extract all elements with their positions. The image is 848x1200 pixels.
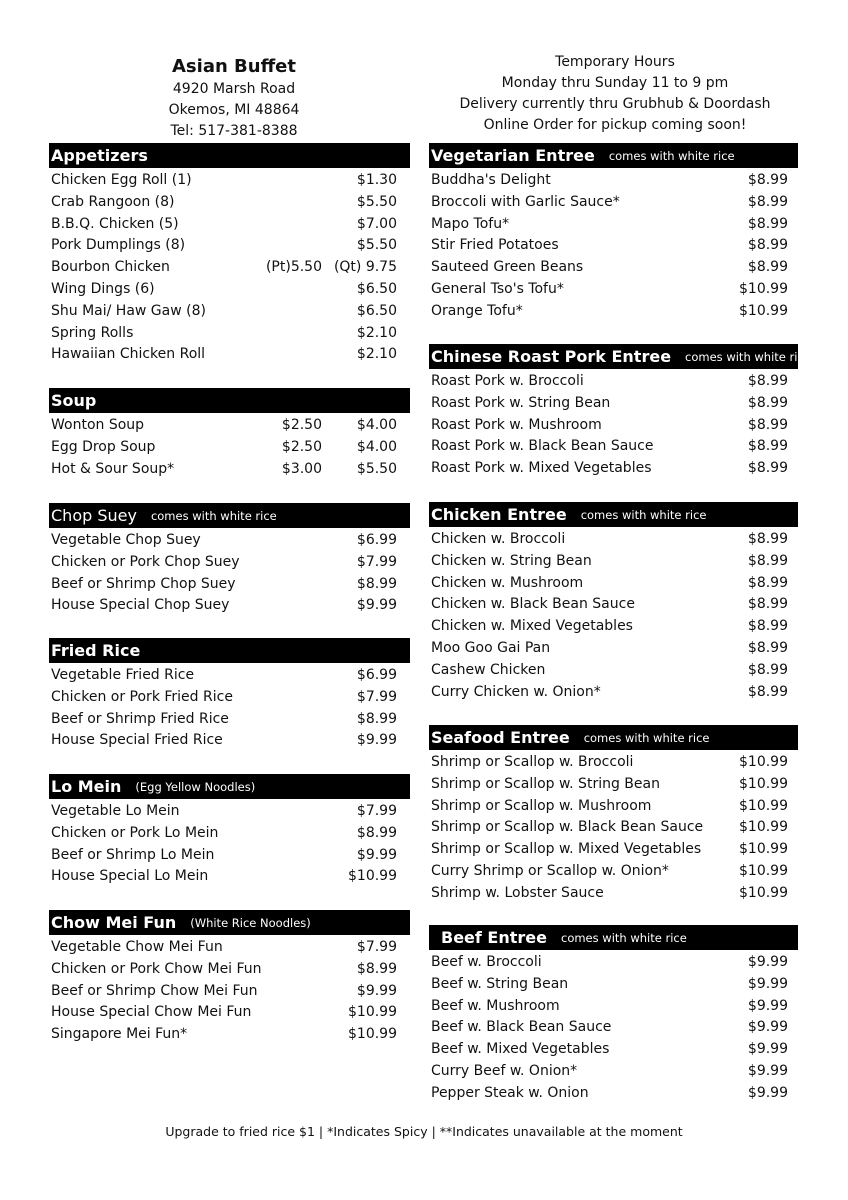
section-lo-mein <box>49 774 410 888</box>
menu-item-name: Egg Drop Soup <box>51 438 156 455</box>
section-fried-rice <box>49 638 410 752</box>
menu-item <box>49 595 410 617</box>
menu-item-price: $7.99 <box>356 553 397 570</box>
menu-item-name: Beef w. Mushroom <box>431 997 560 1014</box>
menu-item-name: Broccoli with Garlic Sauce* <box>431 193 620 210</box>
menu-item-name: Pork Dumplings (8) <box>51 237 186 254</box>
menu-item <box>429 458 798 480</box>
menu-item <box>429 796 798 818</box>
menu-item-price: $8.99 <box>356 710 397 727</box>
menu-item-name: Hawaiian Chicken Roll <box>51 346 206 363</box>
menu-item-price: $10.99 <box>739 280 788 297</box>
menu-item <box>429 594 798 616</box>
menu-item-name: Chicken or Pork Lo Mein <box>51 824 219 841</box>
menu-item <box>429 573 798 595</box>
menu-item-name: Chicken w. Mixed Vegetables <box>431 618 633 635</box>
menu-item-price: $8.99 <box>747 596 788 613</box>
section-vegetarian-entree <box>429 143 798 323</box>
menu-item <box>49 845 410 867</box>
menu-item-name: Pepper Steak w. Onion <box>431 1084 589 1101</box>
section-title: Seafood Entree <box>431 728 570 747</box>
menu-item <box>49 257 410 279</box>
menu-item-name: Beef or Shrimp Lo Mein <box>51 846 215 863</box>
menu-item <box>429 752 798 774</box>
menu-item-price: $7.00 <box>356 215 397 232</box>
section-chop-suey <box>49 503 410 617</box>
menu-item-price: (Qt) 9.75 <box>333 259 397 276</box>
section-title: Soup <box>51 391 97 410</box>
menu-item <box>429 192 798 214</box>
menu-item-price: $8.99 <box>747 373 788 389</box>
section-chicken-entree <box>429 502 798 703</box>
menu-item-name: Mapo Tofu* <box>431 215 510 232</box>
menu-item-price: $9.99 <box>356 846 397 863</box>
menu-item-name: Beef w. Broccoli <box>431 954 542 970</box>
menu-item <box>49 687 410 709</box>
section-header-bar <box>49 143 410 168</box>
menu-item <box>429 660 798 682</box>
section-title: Chow Mei Fun <box>51 913 177 932</box>
menu-item <box>49 459 410 481</box>
notice-line: Monday thru Sunday 11 to 9 pm <box>501 75 729 91</box>
menu-item <box>49 192 410 214</box>
menu-item <box>49 530 410 552</box>
menu-item <box>429 682 798 704</box>
menu-item-name: Beef or Shrimp Chop Suey <box>51 575 236 592</box>
menu-item-name: Crab Rangoon (8) <box>51 193 175 210</box>
section-note: (Egg Yellow Noodles) <box>135 779 256 794</box>
menu-item <box>429 1061 798 1083</box>
menu-item-name: Spring Rolls <box>51 324 134 341</box>
menu-item-name: Chicken w. String Bean <box>431 552 592 569</box>
menu-item <box>429 817 798 839</box>
menu-item-name: House Special Fried Rice <box>51 732 223 749</box>
menu-item <box>49 1002 410 1024</box>
notice-line: Delivery currently thru Grubhub & Doordash <box>459 96 771 112</box>
menu-item-price: $8.99 <box>747 531 788 547</box>
section-note: comes with white rice <box>583 730 710 745</box>
menu-item <box>429 257 798 279</box>
section-title: Chinese Roast Pork Entree <box>431 347 672 366</box>
menu-item-price: $9.99 <box>747 1084 788 1101</box>
section-title: Chicken Entree <box>431 505 567 524</box>
menu-item <box>429 235 798 257</box>
section-title: Beef Entree <box>441 928 547 947</box>
menu-item-price: $10.99 <box>739 862 788 879</box>
menu-item-name: Hot & Sour Soup* <box>51 460 175 477</box>
menu-item-price: $10.99 <box>739 884 788 901</box>
section-title: Fried Rice <box>51 641 141 660</box>
restaurant-address-city: Okemos, MI 48864 <box>168 102 300 118</box>
menu-item-name: Vegetable Chop Suey <box>51 532 201 548</box>
menu-item-name: Cashew Chicken <box>431 661 546 678</box>
restaurant-header <box>150 55 318 142</box>
section-chow-mei-fun <box>49 910 410 1046</box>
menu-item-price: $8.99 <box>747 237 788 254</box>
menu-item <box>429 214 798 236</box>
menu-item <box>429 1017 798 1039</box>
section-title: Chop Suey <box>51 506 137 525</box>
menu-item-price: $4.00 <box>356 438 397 455</box>
temporary-hours-notice <box>432 52 798 136</box>
menu-item-price: $4.00 <box>356 417 397 433</box>
menu-item-name: Singapore Mei Fun* <box>51 1026 188 1043</box>
menu-item-price: $5.50 <box>356 460 397 477</box>
menu-item-price: $8.99 <box>747 394 788 411</box>
menu-item-price: $8.99 <box>747 215 788 232</box>
menu-item-price: $6.99 <box>356 667 397 683</box>
menu-item-name: Roast Pork w. Black Bean Sauce <box>431 438 654 455</box>
menu-item-name: Shrimp w. Lobster Sauce <box>431 884 604 901</box>
section-title: Appetizers <box>51 146 148 165</box>
menu-item <box>49 279 410 301</box>
menu-item-price: $8.99 <box>747 416 788 433</box>
menu-item-name: Chicken or Pork Chop Suey <box>51 553 240 570</box>
menu-item-name: B.B.Q. Chicken (5) <box>51 215 179 232</box>
menu-item-price: $5.50 <box>356 237 397 254</box>
section-header-bar <box>429 502 798 527</box>
menu-item-price: $10.99 <box>739 819 788 836</box>
section-title: Vegetarian Entree <box>431 146 595 165</box>
menu-item <box>429 371 798 393</box>
menu-item-price: $9.99 <box>356 732 397 749</box>
menu-item <box>429 996 798 1018</box>
section-note: comes with white rice <box>150 508 277 523</box>
menu-item-price: $9.99 <box>747 954 788 970</box>
menu-item-name: Beef or Shrimp Fried Rice <box>51 710 229 727</box>
menu-item-price: $10.99 <box>348 868 397 885</box>
menu-item <box>49 1024 410 1046</box>
menu-item-price-small: $3.00 <box>281 460 322 477</box>
menu-item <box>429 861 798 883</box>
menu-item-price: $5.50 <box>356 193 397 210</box>
section-header-bar <box>49 774 410 799</box>
section-soup <box>49 388 410 480</box>
menu-item <box>429 436 798 458</box>
menu-item <box>429 839 798 861</box>
menu-item-price: $8.99 <box>747 438 788 455</box>
menu-item-name: Beef or Shrimp Chow Mei Fun <box>51 982 258 999</box>
menu-item-price: $6.99 <box>356 532 397 548</box>
menu-item-price-small: (Pt)5.50 <box>265 259 322 276</box>
menu-item <box>49 981 410 1003</box>
menu-item <box>49 959 410 981</box>
menu-item-name: House Special Chow Mei Fun <box>51 1004 252 1021</box>
menu-item-price: $10.99 <box>739 841 788 858</box>
menu-item-name: Shrimp or Scallop w. Black Bean Sauce <box>431 819 704 836</box>
menu-item <box>429 551 798 573</box>
menu-item <box>429 393 798 415</box>
menu-item-name: Shrimp or Scallop w. Mixed Vegetables <box>431 841 702 858</box>
section-header-bar <box>429 344 811 369</box>
section-beef-entree <box>429 925 798 1105</box>
menu-item-name: Chicken w. Black Bean Sauce <box>431 596 635 613</box>
menu-item-name: Beef w. Black Bean Sauce <box>431 1019 612 1036</box>
menu-item-name: Moo Goo Gai Pan <box>431 639 551 656</box>
section-note: comes with white rice <box>561 930 687 945</box>
menu-item-price: $10.99 <box>739 754 788 770</box>
menu-item <box>49 665 410 687</box>
section-appetizers <box>49 143 410 366</box>
menu-item <box>429 279 798 301</box>
menu-item <box>429 529 798 551</box>
restaurant-address-street: 4920 Marsh Road <box>172 81 296 97</box>
menu-item <box>429 301 798 323</box>
menu-item <box>429 952 798 974</box>
footer-note: Upgrade to fried rice $1 | *Indicates Spicy | **Indicates unavailable at the moment <box>165 1124 683 1139</box>
section-note: comes with white rice <box>608 148 735 163</box>
menu-item-name: Orange Tofu* <box>431 302 523 319</box>
menu-item-name: Vegetable Fried Rice <box>51 667 195 683</box>
menu-item <box>429 883 798 905</box>
menu-item <box>429 1083 798 1105</box>
menu-item-price: $8.99 <box>747 460 788 477</box>
menu-item-price-small: $2.50 <box>281 417 322 433</box>
menu-item-price: $6.50 <box>356 302 397 319</box>
menu-item-price: $6.50 <box>356 280 397 297</box>
menu-item-name: Shrimp or Scallop w. String Bean <box>431 775 660 792</box>
section-note: comes with white rice <box>580 507 707 522</box>
menu-item <box>49 823 410 845</box>
menu-item <box>49 214 410 236</box>
menu-item-name: Curry Shrimp or Scallop w. Onion* <box>431 862 669 879</box>
menu-item-price: $10.99 <box>739 302 788 319</box>
menu-item-price: $8.99 <box>356 960 397 977</box>
menu-item-name: Sauteed Green Beans <box>431 259 584 276</box>
section-header-bar <box>49 638 410 663</box>
menu-item-price: $8.99 <box>747 259 788 276</box>
menu-item <box>49 937 410 959</box>
menu-item-name: Shrimp or Scallop w. Mushroom <box>431 797 652 814</box>
menu-item-name: Wonton Soup <box>51 417 145 433</box>
menu-item <box>49 301 410 323</box>
section-header-bar <box>429 725 798 750</box>
menu-item <box>49 235 410 257</box>
section-header-bar <box>429 925 798 950</box>
menu-item-price: $9.99 <box>356 597 397 614</box>
menu-item-price: $2.10 <box>356 324 397 341</box>
menu-item-name: Roast Pork w. Mixed Vegetables <box>431 460 652 477</box>
restaurant-phone: Tel: 517-381-8388 <box>170 123 298 139</box>
menu-item-price: $10.99 <box>739 775 788 792</box>
section-header-bar <box>49 910 410 935</box>
section-title: Lo Mein <box>51 777 122 796</box>
menu-item-name: Curry Chicken w. Onion* <box>431 683 601 700</box>
menu-item-price: $9.99 <box>747 1019 788 1036</box>
menu-item-price: $8.99 <box>747 193 788 210</box>
menu-item-name: Roast Pork w. Mushroom <box>431 416 602 433</box>
menu-item-price: $10.99 <box>739 797 788 814</box>
menu-item <box>49 730 410 752</box>
menu-item <box>429 638 798 660</box>
menu-item <box>49 574 410 596</box>
menu-item-name: Chicken Egg Roll (1) <box>51 172 192 188</box>
menu-item-price: $9.99 <box>356 982 397 999</box>
menu-item-name: Roast Pork w. String Bean <box>431 394 611 411</box>
menu-item <box>429 170 798 192</box>
menu-item-price: $9.99 <box>747 1041 788 1058</box>
menu-item-name: Wing Dings (6) <box>51 280 155 297</box>
menu-item-name: Beef w. Mixed Vegetables <box>431 1041 610 1058</box>
menu-item <box>49 866 410 888</box>
menu-item <box>429 974 798 996</box>
notice-line: Temporary Hours <box>555 54 675 70</box>
menu-item <box>49 323 410 345</box>
menu-item-price: $10.99 <box>348 1004 397 1021</box>
menu-item <box>49 552 410 574</box>
menu-item <box>49 415 410 437</box>
menu-item-price: $8.99 <box>747 639 788 656</box>
menu-item-price-small: $2.50 <box>281 438 322 455</box>
menu-item <box>49 709 410 731</box>
menu-item <box>49 437 410 459</box>
menu-item-price: $10.99 <box>348 1026 397 1043</box>
menu-item-price: $8.99 <box>356 575 397 592</box>
menu-item-price: $8.99 <box>747 172 788 188</box>
menu-item-price: $9.99 <box>747 1062 788 1079</box>
menu-item-price: $7.99 <box>356 803 397 819</box>
menu-item-price: $9.99 <box>747 975 788 992</box>
menu-item <box>49 801 410 823</box>
section-seafood-entree <box>429 725 798 905</box>
menu-item-price: $8.99 <box>747 552 788 569</box>
section-header-bar <box>49 388 410 413</box>
menu-item-price: $2.10 <box>356 346 397 363</box>
menu-item-name: Roast Pork w. Broccoli <box>431 373 584 389</box>
menu-item-name: House Special Chop Suey <box>51 597 230 614</box>
menu-item-price: $1.30 <box>356 172 397 188</box>
menu-item-name: House Special Lo Mein <box>51 868 209 885</box>
notice-line: Online Order for pickup coming soon! <box>483 117 747 133</box>
menu-item-name: Stir Fried Potatoes <box>431 237 559 254</box>
menu-item <box>49 344 410 366</box>
section-note: (White Rice Noodles) <box>190 915 311 930</box>
menu-item-name: Vegetable Lo Mein <box>51 803 180 819</box>
menu-item-price: $9.99 <box>747 997 788 1014</box>
menu-item-name: Chicken w. Mushroom <box>431 574 584 591</box>
menu-item-price: $8.99 <box>747 661 788 678</box>
menu-item-price: $8.99 <box>356 824 397 841</box>
menu-item-name: Bourbon Chicken <box>51 259 170 276</box>
menu-item-name: Curry Beef w. Onion* <box>431 1062 578 1079</box>
menu-item-name: Buddha's Delight <box>431 172 551 188</box>
menu-item-name: Chicken or Pork Fried Rice <box>51 688 233 705</box>
section-header-bar <box>429 143 798 168</box>
menu-item-name: Chicken w. Broccoli <box>431 531 566 547</box>
menu-item-name: Shu Mai/ Haw Gaw (8) <box>51 302 206 319</box>
section-roast-pork-entree <box>429 344 811 480</box>
menu-item-price: $8.99 <box>747 574 788 591</box>
section-header-bar <box>49 503 410 528</box>
menu-item-name: Shrimp or Scallop w. Broccoli <box>431 754 634 770</box>
menu-item-name: Vegetable Chow Mei Fun <box>51 939 223 955</box>
menu-item <box>429 1039 798 1061</box>
menu-item-price: $8.99 <box>747 683 788 700</box>
menu-item-name: General Tso's Tofu* <box>431 280 564 297</box>
restaurant-name: Asian Buffet <box>172 56 296 77</box>
menu-item-price: $8.99 <box>747 618 788 635</box>
menu-item <box>429 774 798 796</box>
menu-item-name: Beef w. String Bean <box>431 975 569 992</box>
menu-item <box>429 415 798 437</box>
menu-item-price: $7.99 <box>356 688 397 705</box>
menu-item <box>429 616 798 638</box>
menu-item <box>49 170 410 192</box>
section-note: comes with white rice <box>685 349 811 364</box>
menu-item-name: Chicken or Pork Chow Mei Fun <box>51 960 262 977</box>
menu-item-price: $7.99 <box>356 939 397 955</box>
